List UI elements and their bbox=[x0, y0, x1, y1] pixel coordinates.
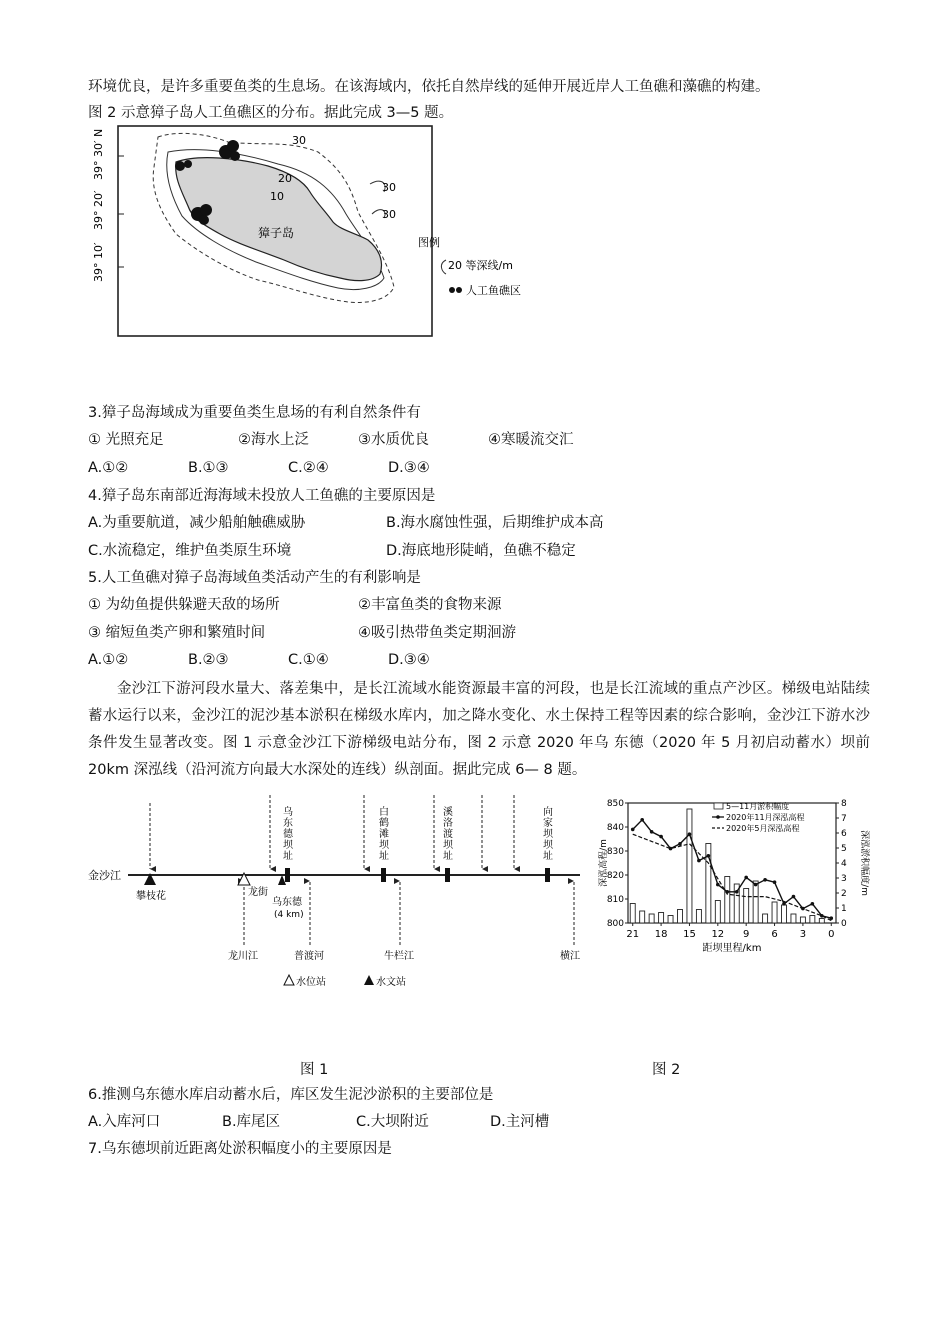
deposition-bar bbox=[630, 904, 635, 924]
line-nov-2020-point bbox=[811, 902, 815, 906]
q5-item-4: ④吸引热带鱼类定期洄游 bbox=[358, 625, 516, 641]
dam-label-wudongde: 乌东德坝址 bbox=[283, 807, 293, 862]
legend-hydro-label: 水文站 bbox=[376, 977, 406, 988]
x-tick-label: 21 bbox=[626, 929, 640, 940]
deposition-bar bbox=[668, 916, 673, 924]
y2-tick-label: 3 bbox=[841, 874, 847, 884]
legend-may-label: 2020年5月深泓高程 bbox=[726, 824, 800, 833]
line-nov-2020-point bbox=[763, 878, 767, 882]
q3-option-d[interactable]: D.③④ bbox=[388, 460, 430, 476]
line-nov-2020-point bbox=[640, 818, 644, 822]
figure-2-caption: 图 2 bbox=[652, 1062, 681, 1078]
x-tick-label: 9 bbox=[742, 929, 750, 940]
lat-tick-1: 39° 30′ N bbox=[92, 128, 105, 180]
contour-label-30b: 30 bbox=[382, 181, 396, 194]
line-nov-2020-point bbox=[678, 842, 682, 846]
line-nov-2020-point bbox=[744, 876, 748, 880]
q3-item-2: ②海水上泛 bbox=[238, 432, 309, 448]
q3-option-a[interactable]: A.①② bbox=[88, 460, 129, 476]
passage-2: 金沙江下游河段水量大、落差集中，是长江流域水能资源最丰富的河段，也是长江流域的重点产沙区。梯级电站陆续蓄水运行以来，金沙江的泥沙基本淤积在梯级水库内，加之降水变化、水土保持工程等因素的综合影响，金沙江下游水沙条件发生显著改变。图 1 示意金沙江下游梯级电站分布，图 2 示意 2020 年乌 东德（2020 年 5 月初启动蓄水）坝前20km 深泓线（沿河流方向最大水深处的连线）纵剖面。据此完成 6— 8 题。 bbox=[88, 681, 870, 778]
y2-tick-label: 4 bbox=[841, 859, 847, 869]
y2-tick-label: 2 bbox=[841, 889, 847, 899]
deposition-bar bbox=[678, 910, 683, 924]
station-wudongde-icon bbox=[278, 875, 286, 885]
y-tick-label: 830 bbox=[606, 847, 624, 857]
thalweg-profile-chart bbox=[596, 795, 871, 965]
dam-label-xiluodu: 溪洛渡坝址 bbox=[443, 807, 453, 862]
legend-hydro-icon bbox=[364, 975, 374, 985]
y-tick-label: 800 bbox=[606, 919, 624, 929]
line-nov-2020-point bbox=[792, 895, 796, 899]
x-tick-label: 0 bbox=[828, 929, 835, 940]
q3-option-c[interactable]: C.②④ bbox=[288, 460, 329, 476]
river-name: 金沙江 bbox=[88, 869, 121, 882]
q3-item-1: ① 光照充足 bbox=[88, 432, 164, 448]
line-nov-2020-point bbox=[707, 854, 711, 858]
deposition-bar bbox=[791, 914, 796, 923]
legend-bar-swatch bbox=[714, 803, 723, 809]
x-axis-label: 距坝里程/km bbox=[702, 943, 762, 954]
deposition-bar bbox=[687, 809, 692, 923]
legend-gauge-label: 水位站 bbox=[296, 977, 326, 988]
map-legend-contour: 20 等深线/m bbox=[448, 259, 513, 272]
legend-gauge-icon bbox=[284, 975, 294, 985]
line-nov-2020-point bbox=[631, 828, 635, 832]
y2-tick-label: 1 bbox=[841, 904, 847, 914]
q6-option-d[interactable]: D.主河槽 bbox=[490, 1114, 550, 1130]
dam-xiangjiaba bbox=[545, 868, 550, 882]
y2-tick-label: 6 bbox=[841, 829, 847, 839]
y2-tick-label: 7 bbox=[841, 814, 847, 824]
deposition-bar bbox=[649, 914, 654, 923]
dam-label-xiangjiaba: 向家坝坝址 bbox=[543, 807, 553, 862]
map-legend-title: 图例 bbox=[418, 236, 440, 249]
q3-stem: 3.獐子岛海域成为重要鱼类生息场的有利自然条件有 bbox=[88, 405, 421, 421]
tributary-niulan: 牛栏江 bbox=[384, 951, 414, 962]
deposition-bar bbox=[819, 919, 824, 924]
dam-xiluodu bbox=[445, 868, 450, 882]
intro-line-2: 图 2 示意獐子岛人工鱼礁区的分布。据此完成 3—5 题。 bbox=[88, 105, 454, 121]
jinsha-river-diagram bbox=[88, 795, 608, 995]
x-tick-label: 18 bbox=[654, 929, 668, 940]
line-may-2020 bbox=[633, 834, 832, 920]
line-nov-2020 bbox=[633, 820, 832, 918]
tributary-heng: 横江 bbox=[560, 951, 580, 962]
line-nov-2020-point bbox=[716, 883, 720, 887]
lat-tick-2: 39° 20′ bbox=[92, 190, 105, 230]
y2-axis-label: 深泓淤积幅度/m bbox=[859, 830, 869, 896]
q5-item-3: ③ 缩短鱼类产卵和繁殖时间 bbox=[88, 625, 266, 641]
dam-baihetan bbox=[381, 868, 386, 882]
q6-option-a[interactable]: A.入库河口 bbox=[88, 1114, 161, 1130]
q6-stem: 6.推测乌东德水库启动蓄水后，库区发生泥沙淤积的主要部位是 bbox=[88, 1087, 494, 1103]
zhangzi-island-map bbox=[88, 122, 521, 362]
y2-tick-label: 0 bbox=[841, 919, 847, 929]
deposition-bar bbox=[810, 916, 815, 924]
y2-tick-label: 5 bbox=[841, 844, 847, 854]
x-tick-label: 3 bbox=[799, 929, 807, 940]
dam-wudongde bbox=[285, 868, 290, 882]
y-tick-label: 850 bbox=[606, 799, 624, 809]
q5-option-b[interactable]: B.②③ bbox=[188, 652, 229, 668]
contour-label-10: 10 bbox=[270, 190, 284, 203]
y-tick-label: 820 bbox=[606, 871, 624, 881]
dam-label-baihetan: 白鹤滩坝址 bbox=[379, 807, 389, 862]
lat-tick-3: 39° 10′ bbox=[92, 242, 105, 282]
deposition-bar bbox=[782, 905, 787, 923]
contour-label-30c: 30 bbox=[382, 208, 396, 221]
x-tick-label: 6 bbox=[771, 929, 778, 940]
x-tick-label: 12 bbox=[711, 929, 725, 940]
q4-stem: 4.獐子岛东南部近海海域未投放人工鱼礁的主要原因是 bbox=[88, 488, 436, 504]
q5-item-1: ① 为幼鱼提供躲避天敌的场所 bbox=[88, 597, 280, 613]
contour-label-20: 20 bbox=[278, 172, 292, 185]
q3-item-4: ④寒暖流交汇 bbox=[488, 432, 574, 448]
deposition-bar bbox=[640, 911, 645, 923]
station-wudongde-km: (4 km) bbox=[274, 910, 304, 920]
deposition-bar bbox=[763, 914, 768, 923]
map-legend-reef: 人工鱼礁区 bbox=[466, 284, 521, 297]
q4-option-c[interactable]: C.水流稳定，维护鱼类原生环境 bbox=[88, 543, 292, 559]
station-longjie-label: 龙街 bbox=[248, 887, 268, 898]
deposition-bar bbox=[696, 910, 701, 924]
legend-nov-marker bbox=[716, 815, 720, 819]
station-wudongde-label: 乌东德 bbox=[272, 897, 302, 908]
q3-item-3: ③水质优良 bbox=[358, 432, 429, 448]
line-nov-2020-point bbox=[782, 902, 786, 906]
x-tick-label: 15 bbox=[683, 929, 696, 940]
legend-bar-label: 5—11月淤积幅度 bbox=[726, 802, 790, 811]
y-axis-label: 深泓高程/m bbox=[599, 839, 609, 887]
q4-option-b[interactable]: B.海水腐蚀性强，后期维护成本高 bbox=[386, 515, 604, 531]
line-nov-2020-point bbox=[688, 832, 692, 836]
tributary-pudu: 普渡河 bbox=[294, 951, 324, 962]
island-label: 獐子岛 bbox=[258, 226, 295, 240]
q5-stem: 5.人工鱼礁对獐子岛海域鱼类活动产生的有利影响是 bbox=[88, 570, 421, 586]
q5-option-c[interactable]: C.①④ bbox=[288, 652, 329, 668]
q6-option-c[interactable]: C.大坝附近 bbox=[356, 1114, 429, 1130]
deposition-bar bbox=[753, 881, 758, 923]
line-nov-2020-point bbox=[773, 880, 777, 884]
y-tick-label: 840 bbox=[606, 823, 624, 833]
legend-nov-label: 2020年11月深泓高程 bbox=[726, 813, 805, 822]
q5-option-d[interactable]: D.③④ bbox=[388, 652, 430, 668]
figure-1-caption: 图 1 bbox=[300, 1062, 329, 1078]
q5-item-2: ②丰富鱼类的食物来源 bbox=[358, 597, 502, 613]
deposition-bar bbox=[659, 913, 664, 924]
tributary-longchuan: 龙川江 bbox=[228, 951, 258, 962]
line-nov-2020-point bbox=[659, 835, 663, 839]
line-nov-2020-point bbox=[697, 859, 701, 863]
q4-option-d[interactable]: D.海底地形陡峭，鱼礁不稳定 bbox=[386, 543, 576, 559]
deposition-bar bbox=[800, 917, 805, 923]
q5-option-a[interactable]: A.①② bbox=[88, 652, 129, 668]
line-nov-2020-point bbox=[735, 890, 739, 894]
line-nov-2020-point bbox=[650, 830, 654, 834]
contour-label-30a: 30 bbox=[292, 134, 306, 147]
deposition-bar bbox=[715, 901, 720, 924]
deposition-bar bbox=[744, 889, 749, 924]
station-panzhihua-label: 攀枝花 bbox=[136, 891, 166, 902]
q4-option-a[interactable]: A.为重要航道，减少船舶触礁威胁 bbox=[88, 515, 306, 531]
y2-tick-label: 8 bbox=[841, 799, 847, 809]
q7-stem: 7.乌东德坝前近距离处淤积幅度小的主要原因是 bbox=[88, 1141, 392, 1157]
deposition-bar bbox=[772, 902, 777, 923]
y-tick-label: 810 bbox=[606, 895, 624, 905]
q6-option-b[interactable]: B.库尾区 bbox=[222, 1114, 281, 1130]
q3-option-b[interactable]: B.①③ bbox=[188, 460, 229, 476]
line-nov-2020-point bbox=[754, 883, 758, 887]
deposition-bar bbox=[725, 877, 730, 924]
intro-line-1: 环境优良，是许多重要鱼类的生息场。在该海域内，依托自然岸线的延伸开展近岸人工鱼礁和藻礁的构建。 bbox=[88, 79, 770, 95]
